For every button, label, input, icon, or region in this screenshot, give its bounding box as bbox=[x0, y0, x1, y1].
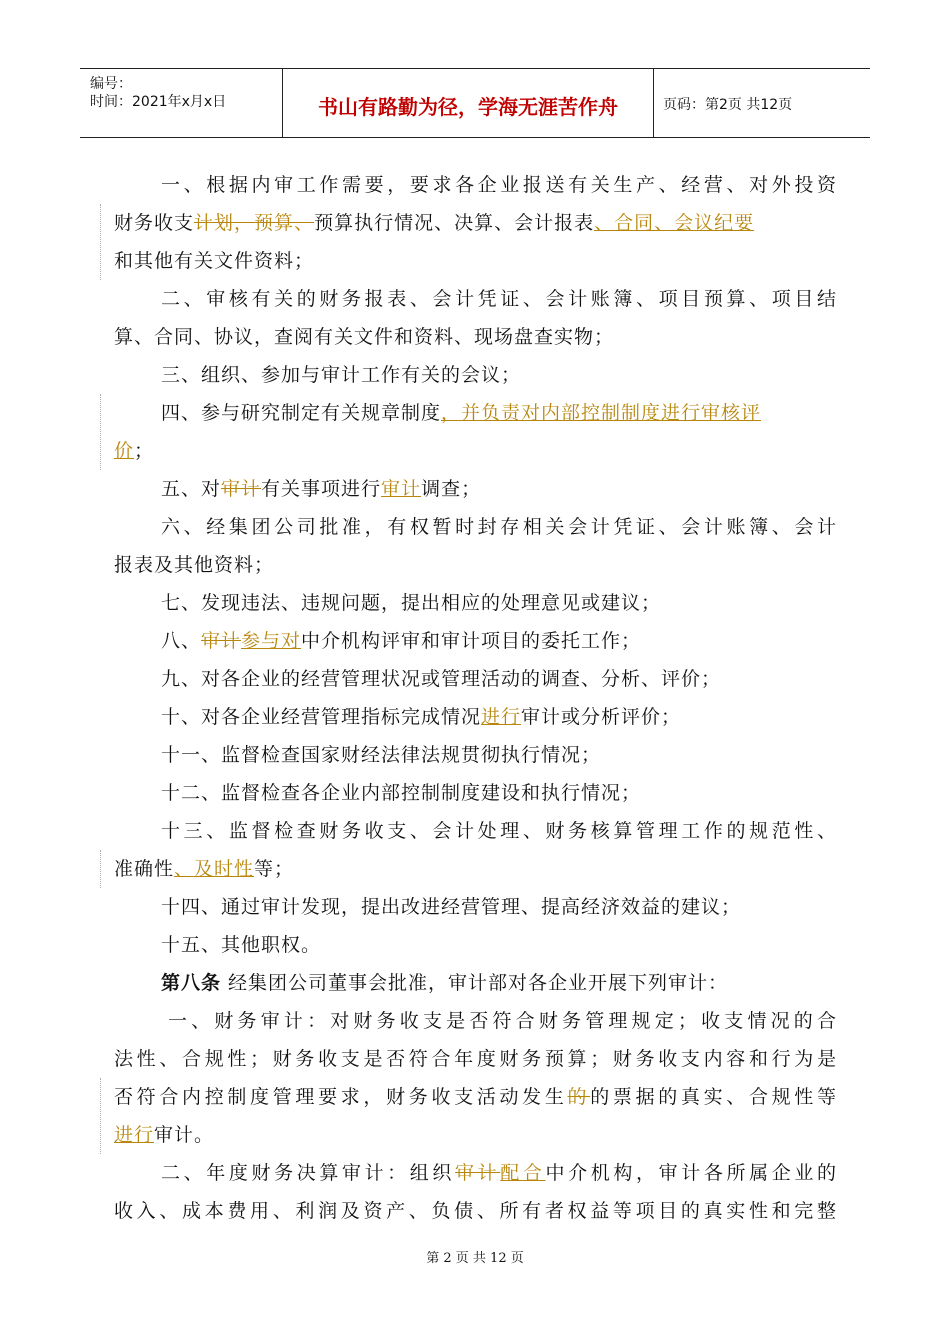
text-line bbox=[114, 546, 836, 584]
text-run: 经集团公司董事会批准，审计部对各企业开展下列审计： bbox=[221, 972, 729, 994]
text-run: ； bbox=[134, 440, 155, 462]
inserted-text: 、合同、会议纪要 bbox=[594, 212, 755, 234]
inserted-text: 参与对 bbox=[241, 630, 302, 652]
header-page-info: 页码：第2页 共12页 bbox=[663, 97, 793, 113]
text-line bbox=[114, 736, 836, 774]
deleted-text: 计划 bbox=[194, 212, 235, 234]
text-run: 等； bbox=[254, 858, 295, 880]
text-run: 的票据的真实、合规性等 bbox=[590, 1086, 836, 1108]
text-run: 十二、监督检查各企业内部控制制度建设和执行情况； bbox=[161, 782, 642, 804]
text-line bbox=[114, 964, 836, 1002]
deleted-text: 审计 bbox=[201, 630, 242, 652]
text-line bbox=[114, 318, 836, 356]
text-run: 十、对各企业经营管理指标完成情况 bbox=[161, 706, 482, 728]
inserted-text: 进行 bbox=[114, 1124, 155, 1146]
text-line bbox=[114, 926, 836, 964]
text-line bbox=[114, 470, 836, 508]
deleted-text: 的 bbox=[567, 1086, 591, 1108]
text-run: 中介机构，审计各所属企业的 bbox=[545, 1162, 836, 1184]
text-run: 八、 bbox=[161, 630, 202, 652]
text-line bbox=[114, 1154, 836, 1192]
deleted-text: 审计 bbox=[455, 1162, 501, 1184]
header-left-cell bbox=[80, 69, 282, 137]
text-run: 一、财务审计：对财务收支是否符合财务管理规定；收支情况的合 bbox=[168, 1010, 836, 1032]
header-motto: 书山有路勤为径，学海无涯苦作舟 bbox=[318, 95, 618, 119]
document-body bbox=[114, 166, 836, 1230]
text-line bbox=[114, 660, 836, 698]
text-line bbox=[114, 584, 836, 622]
text-run: 中介机构评审和审计项目的委托工作； bbox=[301, 630, 642, 652]
text-line bbox=[114, 280, 836, 318]
change-bar bbox=[100, 394, 101, 470]
text-run: 十四、通过审计发现，提出改进经营管理、提高经济效益的建议； bbox=[161, 896, 742, 918]
text-line bbox=[114, 166, 836, 204]
text-run: 二、审核有关的财务报表、会计凭证、会计账簿、项目预算、项目结 bbox=[161, 288, 836, 310]
text-line bbox=[114, 622, 836, 660]
text-line bbox=[114, 850, 836, 888]
document-time-label: 时间：2021年x月x日 bbox=[90, 94, 227, 110]
deleted-text: ， bbox=[234, 212, 255, 234]
text-line bbox=[114, 204, 836, 242]
text-line bbox=[114, 508, 836, 546]
text-run: 三、组织、参加与审计工作有关的会议； bbox=[161, 364, 522, 386]
text-run: 十五、其他职权。 bbox=[161, 934, 322, 956]
text-line bbox=[114, 1192, 836, 1230]
change-bar bbox=[100, 850, 101, 888]
text-line bbox=[114, 888, 836, 926]
text-run: 否符合内控制度管理要求，财务收支活动发生 bbox=[114, 1086, 568, 1108]
text-run: 法性、合规性；财务收支是否符合年度财务预算；财务收支内容和行为是 bbox=[114, 1048, 836, 1070]
text-line bbox=[114, 432, 836, 470]
change-bar bbox=[100, 1078, 101, 1154]
text-run: 算、合同、协议，查阅有关文件和资料、现场盘查实物； bbox=[114, 326, 615, 348]
text-run: 审计。 bbox=[154, 1124, 215, 1146]
change-bar bbox=[100, 204, 101, 280]
article-heading: 第八条 bbox=[161, 972, 222, 994]
deleted-text: 审计 bbox=[221, 478, 262, 500]
text-line bbox=[114, 812, 836, 850]
text-run: 财务收支 bbox=[114, 212, 195, 234]
text-line bbox=[114, 1002, 836, 1040]
text-run: 五、对 bbox=[161, 478, 222, 500]
text-line bbox=[114, 1078, 836, 1116]
text-run: 九、对各企业的经营管理状况或管理活动的调查、分析、评价； bbox=[161, 668, 722, 690]
inserted-text: 价 bbox=[114, 440, 135, 462]
page-header bbox=[80, 68, 870, 138]
inserted-text: 审计 bbox=[381, 478, 422, 500]
text-run: 收入、成本费用、利润及资产、负债、所有者权益等项目的真实性和完整 bbox=[114, 1200, 836, 1222]
document-number-label: 编号： bbox=[90, 76, 132, 92]
text-run: 六、经集团公司批准，有权暂时封存相关会计凭证、会计账簿、会计 bbox=[161, 516, 836, 538]
text-run: 报表及其他资料； bbox=[114, 554, 275, 576]
text-line bbox=[114, 1040, 836, 1078]
text-run: 有关事项进行 bbox=[261, 478, 382, 500]
inserted-text: 进行 bbox=[481, 706, 522, 728]
text-line bbox=[114, 356, 836, 394]
text-run: 七、发现违法、违规问题，提出相应的处理意见或建议； bbox=[161, 592, 662, 614]
text-line bbox=[114, 774, 836, 812]
text-run: 十三、监督检查财务收支、会计处理、财务核算管理工作的规范性、 bbox=[161, 820, 836, 842]
text-run: 和其他有关文件资料； bbox=[114, 250, 315, 272]
inserted-text: 、及时性 bbox=[174, 858, 255, 880]
text-run: 十一、监督检查国家财经法律法规贯彻执行情况； bbox=[161, 744, 602, 766]
text-line bbox=[114, 394, 836, 432]
text-line bbox=[114, 242, 836, 280]
text-run: 一、根据内审工作需要，要求各企业报送有关生产、经营、对外投资 bbox=[161, 174, 836, 196]
deleted-text: 预算、 bbox=[254, 212, 315, 234]
text-run: 准确性 bbox=[114, 858, 175, 880]
inserted-text: 配合 bbox=[500, 1162, 546, 1184]
text-line bbox=[114, 698, 836, 736]
text-run: 四、参与研究制定有关规章制度 bbox=[161, 402, 442, 424]
page-footer: 第 2 页 共 12 页 bbox=[426, 1251, 524, 1266]
text-run: 调查； bbox=[421, 478, 482, 500]
text-run: 预算执行情况、决算、会计报表 bbox=[314, 212, 595, 234]
header-right-cell bbox=[653, 69, 870, 137]
inserted-text: ，并负责对内部控制制度进行审核评 bbox=[441, 402, 762, 424]
text-run: 审计或分析评价； bbox=[521, 706, 682, 728]
text-run: 二、年度财务决算审计：组织 bbox=[161, 1162, 456, 1184]
text-line bbox=[114, 1116, 836, 1154]
header-middle-cell bbox=[282, 69, 654, 137]
